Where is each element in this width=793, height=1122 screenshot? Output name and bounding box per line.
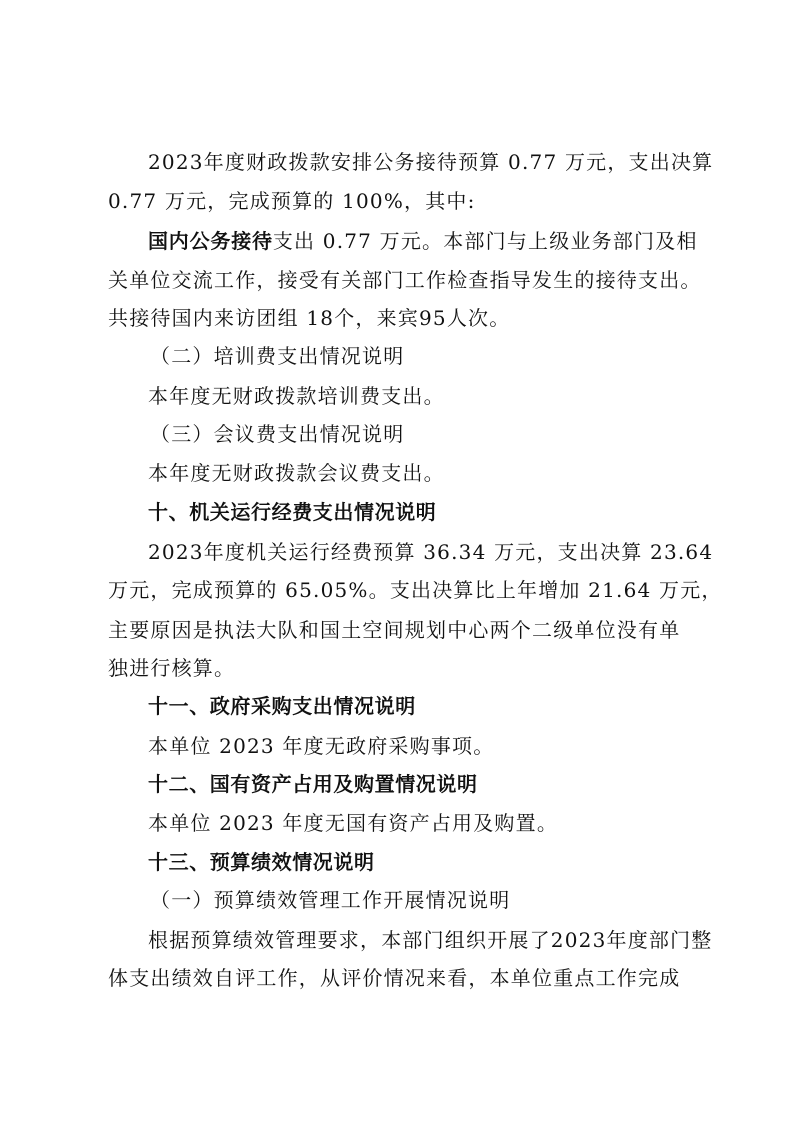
paragraph-line: 根据预算绩效管理要求，本部门组织开展了2023年度部门整	[148, 928, 713, 952]
paragraph-line: 2023年度财政拨款安排公务接待预算 0.77 万元，支出决算	[148, 150, 714, 174]
subsection-title: （二）培训费支出情况说明	[150, 344, 405, 368]
subsection-title: （一）预算绩效管理工作开展情况说明	[150, 888, 511, 912]
paragraph-line: 本单位 2023 年度无政府采购事项。	[148, 734, 495, 758]
section-heading: 十、机关运行经费支出情况说明	[148, 500, 437, 524]
paragraph-line: 关单位交流工作，接受有关部门工作检查指导发生的接待支出。	[108, 268, 702, 292]
paragraph-line: 本年度无财政拨款培训费支出。	[148, 384, 445, 408]
paragraph-line: 2023年度机关运行经费预算 36.34 万元，支出决算 23.64	[148, 540, 714, 564]
paragraph-line	[148, 228, 698, 254]
paragraph-line: 本单位 2023 年度无国有资产占用及购置。	[148, 811, 559, 835]
paragraph-line: 体支出绩效自评工作，从评价情况来看，本单位重点工作完成	[108, 966, 681, 990]
paragraph-line: 万元，完成预算的 65.05%。支出决算比上年增加 21.64 万元，	[108, 578, 723, 602]
subsection-title: （三）会议费支出情况说明	[150, 422, 405, 446]
paragraph-line: 共接待国内来访团组 18个，来宾95人次。	[108, 306, 511, 330]
section-heading: 十一、政府采购支出情况说明	[148, 694, 416, 718]
section-heading: 十三、预算绩效情况说明	[148, 850, 375, 874]
paragraph-line: 0.77 万元，完成预算的 100%，其中:	[108, 189, 476, 213]
section-heading: 十二、国有资产占用及购置情况说明	[148, 772, 478, 796]
paragraph-line: 独进行核算。	[108, 656, 236, 680]
paragraph-line: 本年度无财政拨款会议费支出。	[148, 461, 445, 485]
paragraph-line: 主要原因是执法大队和国土空间规划中心两个二级单位没有单	[108, 618, 681, 642]
paragraph-text: 支出 0.77 万元。本部门与上级业务部门及相	[272, 229, 698, 253]
bold-term: 国内公务接待	[148, 229, 273, 253]
